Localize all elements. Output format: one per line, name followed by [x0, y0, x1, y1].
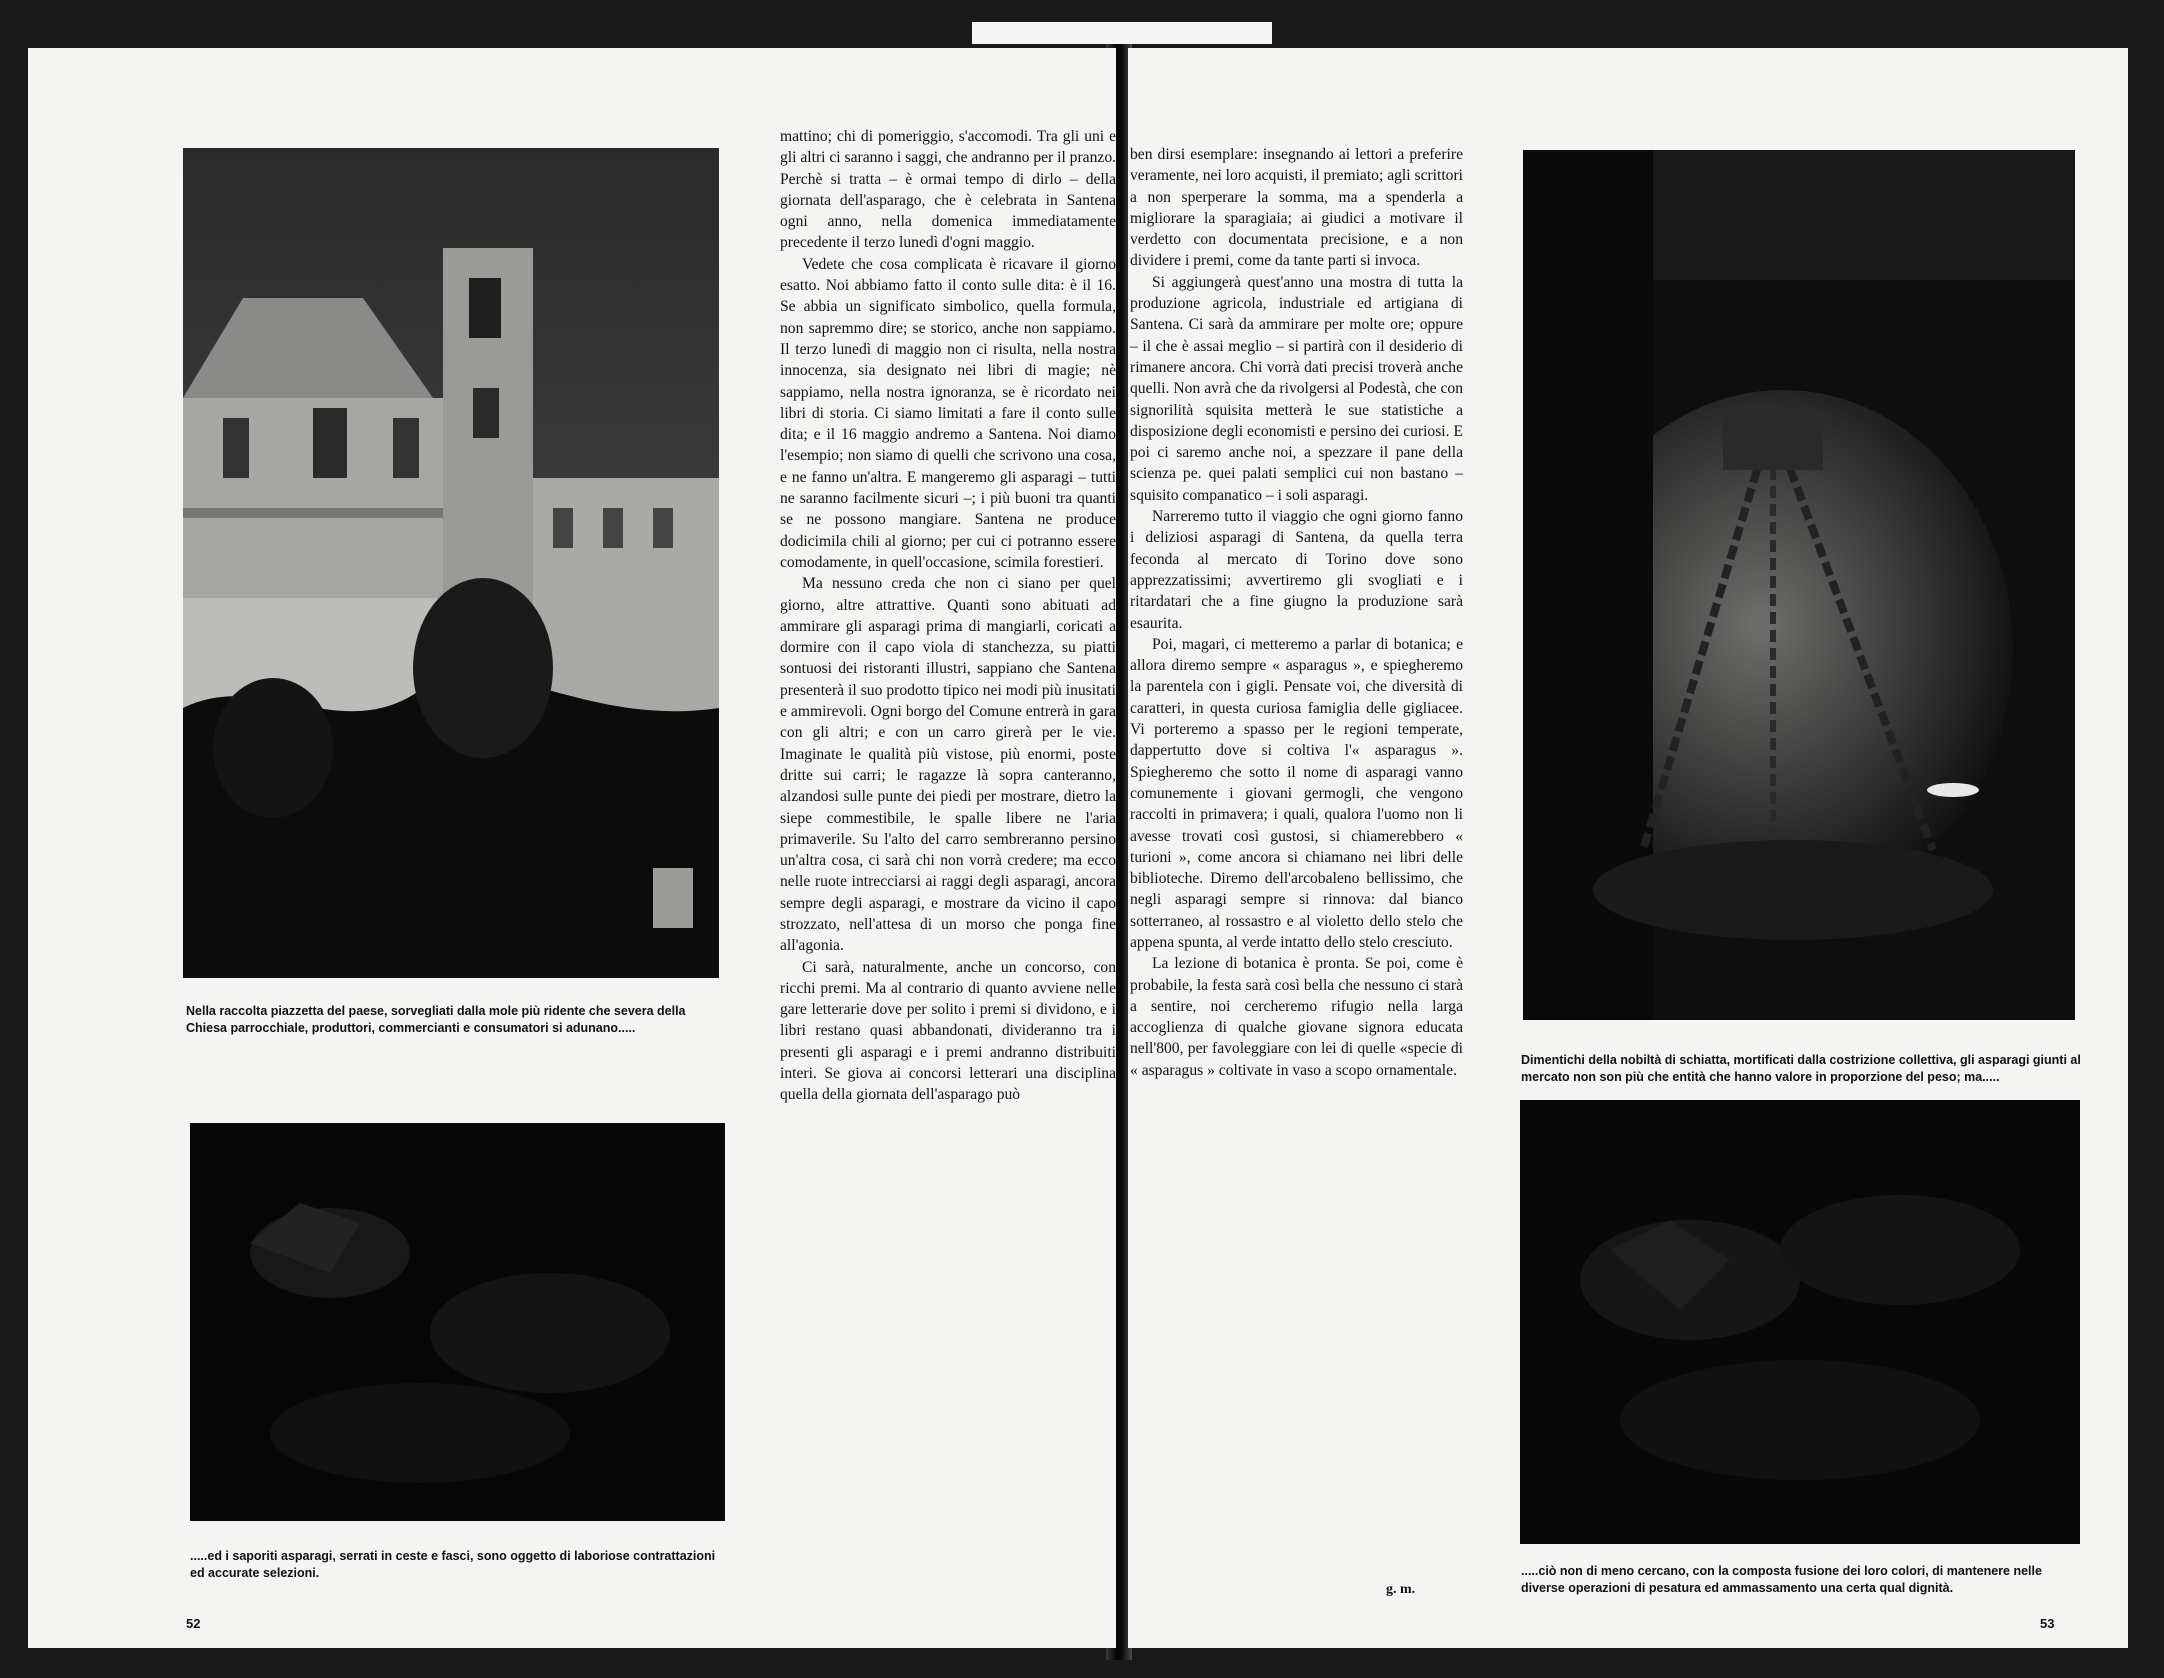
left-top-caption: Nella raccolta piazzetta del paese, sorvegliati dalla mole più ridente che severa della Chiesa parrocchiale, produttori, commercianti e consumatori si adunano.....	[186, 1004, 686, 1035]
left-page	[28, 48, 1116, 1648]
page-tab	[972, 22, 1272, 44]
right-paragraph-4: Poi, magari, ci metteremo a parlar di botanica; e allora diremo sempre « asparagus », e spiegheremo la parentela con i gigli. Pensate voi, che diversità di caratteri, in questa curiosa famiglia delle gigliacee. Vi porteremo a spasso per le regioni temperate, dappertutto dove si coltiva l'« asparagus ». Spiegheremo che sotto il nome di asparagi vanno comunemente i giovani germogli, che vengono raccolti in primavera; i quali, qualora l'uomo non li avesse trovati così gustosi, si chiamerebbero « turioni », come ancora si chiamano nei libri delle biblioteche. Diremo dell'arcobaleno bellissimo, che negli asparagi sempre si rinnova: dal bianco sotterraneo, al rossastro e al violetto dello stelo che appena spunta, al verde intatto dello stelo cresciuto.	[1130, 635, 1463, 951]
right-paragraph-1: ben dirsi esemplare: insegnando ai lettori a preferire veramente, nei loro acquisti, il premiato; agli scrittori a non sperperare la somma, ma a spenderla a migliorare la sparagiaia; ai giudici a motivare il verdetto con documentata precisione, e a non dividere i premi, come da tante parti si invoca.	[1130, 146, 1463, 270]
left-bottom-caption: .....ed i saporiti asparagi, serrati in ceste e fasci, sono oggetto di laboriose contrattazioni ed accurate selezioni.	[190, 1549, 716, 1580]
asparagus-bundles-photo	[1520, 1100, 2080, 1544]
right-paragraph-2: Si aggiungerà quest'anno una mostra di tutta la produzione agricola, industriale ed artigiana di Santena. Ci sarà da ammirare per molte ore; oppure – il che è assai meglio – si partirà con il desiderio di rimanere ancora. Chi vorrà dati precisi troverà anche quelli. Non avrà che da rivolgersi al Podestà, che con signorilità squisita metterà le sue statistiche a disposizione degli economisti e persino dei curiosi. E poi ci saremo anche noi, a spezzare il pane della scienza pe. quei palati semplici cui non bastano – squisito companatico – i soli asparagi.	[1130, 273, 1463, 504]
right-top-caption: Dimentichi della nobiltà di schiatta, mortificati dalla costrizione collettiva, gli asparagi giunti al mercato non son più che entità che hanno valore in proporzione del peso; ma.....	[1521, 1053, 2081, 1084]
author-signature: g. m.	[1386, 1582, 1416, 1597]
right-paragraph-5: La lezione di botanica è pronta. Se poi, come è probabile, la festa sarà così bella che nessuno ci starà a sentire, noi cercheremo rifugio nella larga accoglienza di qualche giovane signora educata nell'800, per favoleggiare con lei di quelle «specie di « asparagus » coltivate in vaso a scopo ornamentale.	[1130, 955, 1463, 1079]
asparagus-baskets-photo	[190, 1123, 725, 1521]
left-paragraph-1: mattino; chi di pomeriggio, s'accomodi. Tra gli uni e gli altri ci saranno i saggi, che andranno per il pranzo. Perchè si tratta – è ormai tempo di dirlo – della giornata dell'asparago, che è celebrata in Santena ogni anno, nella domenica immediatamente precedente il terzo lunedì d'ogni maggio.	[780, 128, 1116, 252]
left-paragraph-3: Ma nessuno creda che non ci siano per quel giorno, altre attrattive. Quanti sono abituati ad ammirare gli asparagi prima di mangiarli, coricati a dormire con il capo viola di stanchezza, su piatti sontuosi dei ristoranti illustri, sappiano che Santena presenterà il suo prodotto tipico nei modi più inusitati e ammirevoli. Ogni borgo del Comune entrerà in gara con gli altri; e con un carro girerà per le vie. Imaginate le qualità più vistose, più enormi, poste dritte sui carri; le ragazze là sopra canteranno, alzandosi sulle punte dei piedi per mostrare, dietro la siepe commestibile, le spalle libere ne l'aria primaverile. Su l'alto del carro sembreranno persino un'altra cosa, ci sarà chi non vorrà credere; ma ecco nelle ruote intrecciarsi ai raggi degli asparagi, ancora sempre degli asparagi, e mostrare da vicino il capo strozzato, nell'attesa di un morso che ponga fine all'agonia.	[780, 575, 1116, 955]
right-text-column	[1128, 144, 1463, 1081]
left-paragraph-2: Vedete che cosa complicata è ricavare il giorno esatto. Noi abbiamo fatto il conto sulle dita: è il 16. Se abbia un significato simbolico, quella formula, non sapremmo dire; se storico, anche non sappiamo. Il terzo lunedì di maggio non ci risulta, nella nostra innocenza, sia designato nei libri di magie; nè sappiamo, nella nostra ignoranza, se è ricordato nei libri di storia. Ci siamo limitati a fare il conto sulle dita; e il 16 maggio andremo a Santena. Noi diamo l'esempio; non siamo di quelli che scrivono una cosa, e ne fanno un'altra. E mangeremo gli asparagi – tutti ne saranno facilmente sicuri –; i più buoni tra quanti se ne possono mangiare. Santena ne produce dodicimila chili al giorno; per cui ci potranno essere comodamente, in quell'occasione, scimila forestieri.	[780, 255, 1116, 571]
right-page-number: 53	[2040, 1616, 2055, 1631]
church-square-photo	[183, 148, 719, 978]
asparagus-scale-photo	[1523, 150, 2075, 1020]
right-page	[1128, 48, 2128, 1648]
left-page-number: 52	[186, 1616, 201, 1631]
right-bottom-caption: .....ciò non di meno cercano, con la composta fusione dei loro colori, di mantenere nelle diverse operazioni di pesatura ed ammassamento una certa qual dignità.	[1521, 1564, 2042, 1595]
left-paragraph-4: Ci sarà, naturalmente, anche un concorso, con ricchi premi. Ma al contrario di quanto avviene nelle gare letterarie dove per solito i premi si dividono, e i libri restano quasi abbandonati, divideranno tra i presenti gli asparagi e i premi andranno distribuiti interi. Se giova ai concorsi letterari una disciplina quella della giornata dell'asparago può	[780, 958, 1116, 1104]
left-text-column	[780, 126, 1116, 1106]
right-paragraph-3: Narreremo tutto il viaggio che ogni giorno fanno i deliziosi asparagi di Santena, da quella terra feconda al mercato di Torino dove sono apprezzatissimi; avvertiremo gli svogliati e i ritardatari che a fine giugno la produzione sarà esaurita.	[1130, 508, 1463, 632]
